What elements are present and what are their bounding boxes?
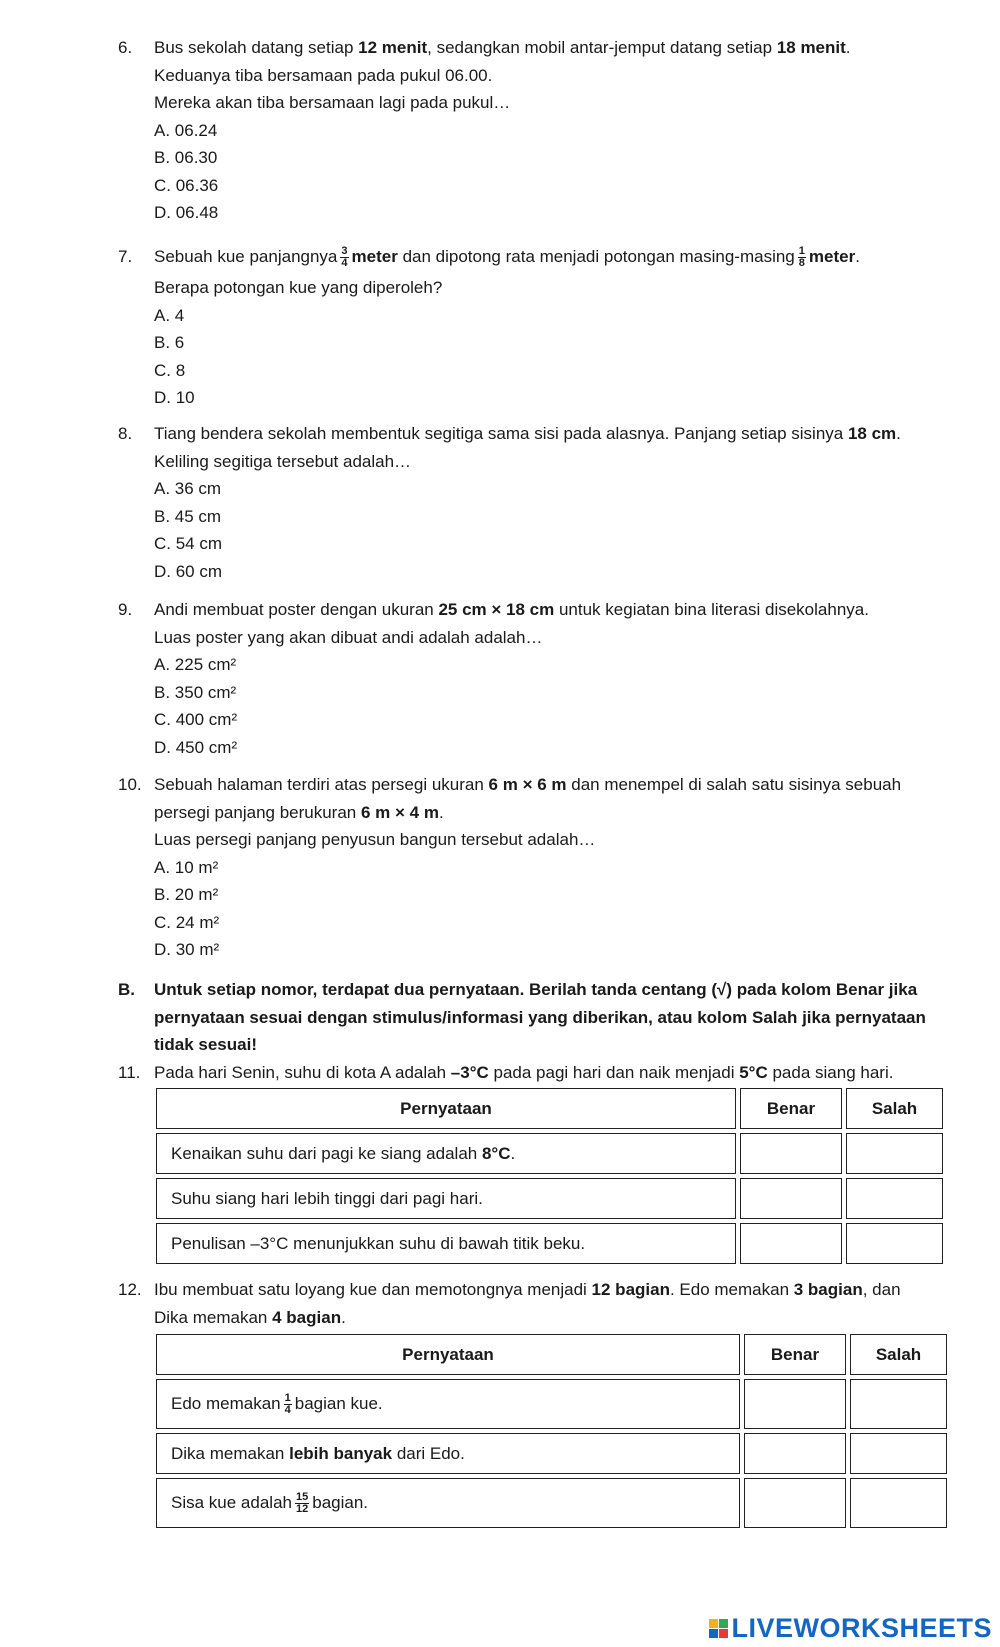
question-8 [118, 420, 948, 585]
liveworksheets-logo-icon [709, 1619, 728, 1638]
column-header-true: Benar [740, 1088, 842, 1129]
instruction-line: Untuk setiap nomor, terdapat dua pernyataan. Berilah tanda centang (√) pada kolom Benar jika [154, 980, 918, 999]
question-text: Luas poster yang akan dibuat andi adalah adalah… [154, 627, 543, 647]
question-number: 9. [118, 600, 133, 619]
option-d[interactable]: D. 30 m² [154, 940, 220, 959]
option-a[interactable]: A. 06.24 [154, 120, 218, 140]
question-text: Pada hari Senin, suhu di kota A adalah –3°C pada pagi hari dan naik menjadi 5°C pada siang hari. [154, 1063, 894, 1082]
option-b[interactable]: B. 20 m² [154, 885, 219, 904]
option-b[interactable]: B. 06.30 [154, 148, 218, 167]
option-c[interactable]: C. 8 [154, 360, 186, 380]
question-9 [118, 596, 948, 761]
column-header-false: Salah [846, 1088, 943, 1129]
option-b[interactable]: B. 45 cm [154, 506, 222, 526]
statement-cell: Dika memakan lebih banyak dari Edo. [156, 1433, 740, 1474]
option-c[interactable]: C. 400 cm² [154, 710, 238, 729]
column-header-true: Benar [744, 1334, 846, 1375]
option-c[interactable]: C. 06.36 [154, 175, 219, 195]
question-text: Tiang bendera sekolah membentuk segitiga sama sisi pada alasnya. Panjang setiap sisinya 18 cm. [154, 424, 901, 443]
true-checkbox[interactable] [744, 1478, 846, 1528]
liveworksheets-logo[interactable] [709, 1613, 992, 1644]
table-row [156, 1178, 943, 1219]
question-number: 11. [118, 1063, 141, 1082]
statement-cell: Kenaikan suhu dari pagi ke siang adalah 8°C. [156, 1133, 736, 1174]
table-row [156, 1223, 943, 1264]
option-d[interactable]: D. 60 cm [154, 561, 223, 581]
column-header-false: Salah [850, 1334, 947, 1375]
column-header-statement: Pernyataan [156, 1088, 736, 1129]
fraction: $\frac{1}{4}$ [284, 1391, 291, 1416]
question-number: 6. [118, 38, 133, 57]
option-a[interactable]: A. 225 cm² [154, 655, 237, 674]
option-d[interactable]: D. 450 cm² [154, 737, 238, 757]
true-checkbox[interactable] [740, 1133, 842, 1174]
table-row [156, 1478, 947, 1528]
true-checkbox[interactable] [740, 1223, 842, 1264]
true-checkbox[interactable] [744, 1379, 846, 1429]
question-text: Mereka akan tiba bersamaan lagi pada pukul… [154, 93, 511, 112]
fraction: $\frac{1}{8}$ [798, 245, 805, 270]
question-number: 8. [118, 424, 133, 443]
option-a[interactable]: A. 36 cm [154, 479, 222, 498]
fraction: $\frac{3}{4}$ [341, 245, 348, 270]
true-checkbox[interactable] [744, 1433, 846, 1474]
question-text: Dika memakan 4 bagian. [154, 1307, 346, 1327]
option-b[interactable]: B. 6 [154, 333, 185, 352]
option-c[interactable]: C. 54 cm [154, 534, 223, 553]
table-row [156, 1133, 943, 1174]
instruction-line: pernyataan sesuai dengan stimulus/informasi yang diberikan, atau kolom Salah jika pernyataan [154, 1007, 926, 1027]
option-c[interactable]: C. 24 m² [154, 912, 220, 932]
false-checkbox[interactable] [846, 1133, 943, 1174]
table-row [156, 1379, 947, 1429]
question-12 [118, 1276, 948, 1331]
statement-cell: Suhu siang hari lebih tinggi dari pagi hari. [156, 1178, 736, 1219]
question-text: Sebuah halaman terdiri atas persegi ukuran 6 m × 6 m dan menempel di salah satu sisinya sebuah [154, 775, 902, 794]
true-false-table-11 [152, 1084, 947, 1268]
false-checkbox[interactable] [846, 1178, 943, 1219]
instruction-line: tidak sesuai! [154, 1035, 257, 1054]
question-text: persegi panjang berukuran 6 m × 4 m. [154, 802, 444, 822]
option-a[interactable]: A. 4 [154, 305, 185, 325]
question-text: Bus sekolah datang setiap 12 menit, sedangkan mobil antar-jemput datang setiap 18 menit. [154, 38, 851, 57]
section-letter: B. [118, 980, 135, 999]
statement-cell: Edo memakan $\frac{1}{4}$ bagian kue. [156, 1379, 740, 1429]
question-text: Sebuah kue panjangnya $\frac{3}{4}$ meter dan dipotong rata menjadi potongan masing-masing $\frac{1}{8}$ meter. [154, 245, 860, 270]
option-b[interactable]: B. 350 cm² [154, 682, 237, 702]
statement-cell: Sisa kue adalah $\frac{15}{12}$ bagian. [156, 1478, 740, 1528]
false-checkbox[interactable] [846, 1223, 943, 1264]
false-checkbox[interactable] [850, 1478, 947, 1528]
question-text: Andi membuat poster dengan ukuran 25 cm × 18 cm untuk kegiatan bina literasi disekolahnya. [154, 600, 869, 619]
false-checkbox[interactable] [850, 1433, 947, 1474]
true-checkbox[interactable] [740, 1178, 842, 1219]
option-d[interactable]: D. 10 [154, 388, 195, 407]
question-text: Keliling segitiga tersebut adalah… [154, 451, 412, 471]
statement-cell: Penulisan –3°C menunjukkan suhu di bawah titik beku. [156, 1223, 736, 1264]
fraction: $\frac{15}{12}$ [295, 1490, 309, 1515]
question-10 [118, 771, 948, 964]
question-text: Luas persegi panjang penyusun bangun tersebut adalah… [154, 830, 596, 849]
question-6 [118, 34, 948, 227]
table-row [156, 1433, 947, 1474]
option-d[interactable]: D. 06.48 [154, 203, 219, 222]
true-false-table-12 [152, 1330, 951, 1532]
logo-text: LIVEWORKSHEETS [731, 1613, 992, 1643]
question-text: Ibu membuat satu loyang kue dan memotongnya menjadi 12 bagian. Edo memakan 3 bagian, dan [154, 1280, 901, 1299]
section-b-instructions [118, 976, 948, 1059]
column-header-statement: Pernyataan [156, 1334, 740, 1375]
question-number: 10. [118, 775, 142, 794]
false-checkbox[interactable] [850, 1379, 947, 1429]
question-text: Keduanya tiba bersamaan pada pukul 06.00. [154, 65, 493, 85]
question-7 [118, 240, 948, 412]
option-a[interactable]: A. 10 m² [154, 857, 219, 877]
question-text: Berapa potongan kue yang diperoleh? [154, 278, 443, 297]
question-number: 12. [118, 1280, 142, 1299]
question-11 [118, 1059, 948, 1087]
question-number: 7. [118, 247, 133, 266]
